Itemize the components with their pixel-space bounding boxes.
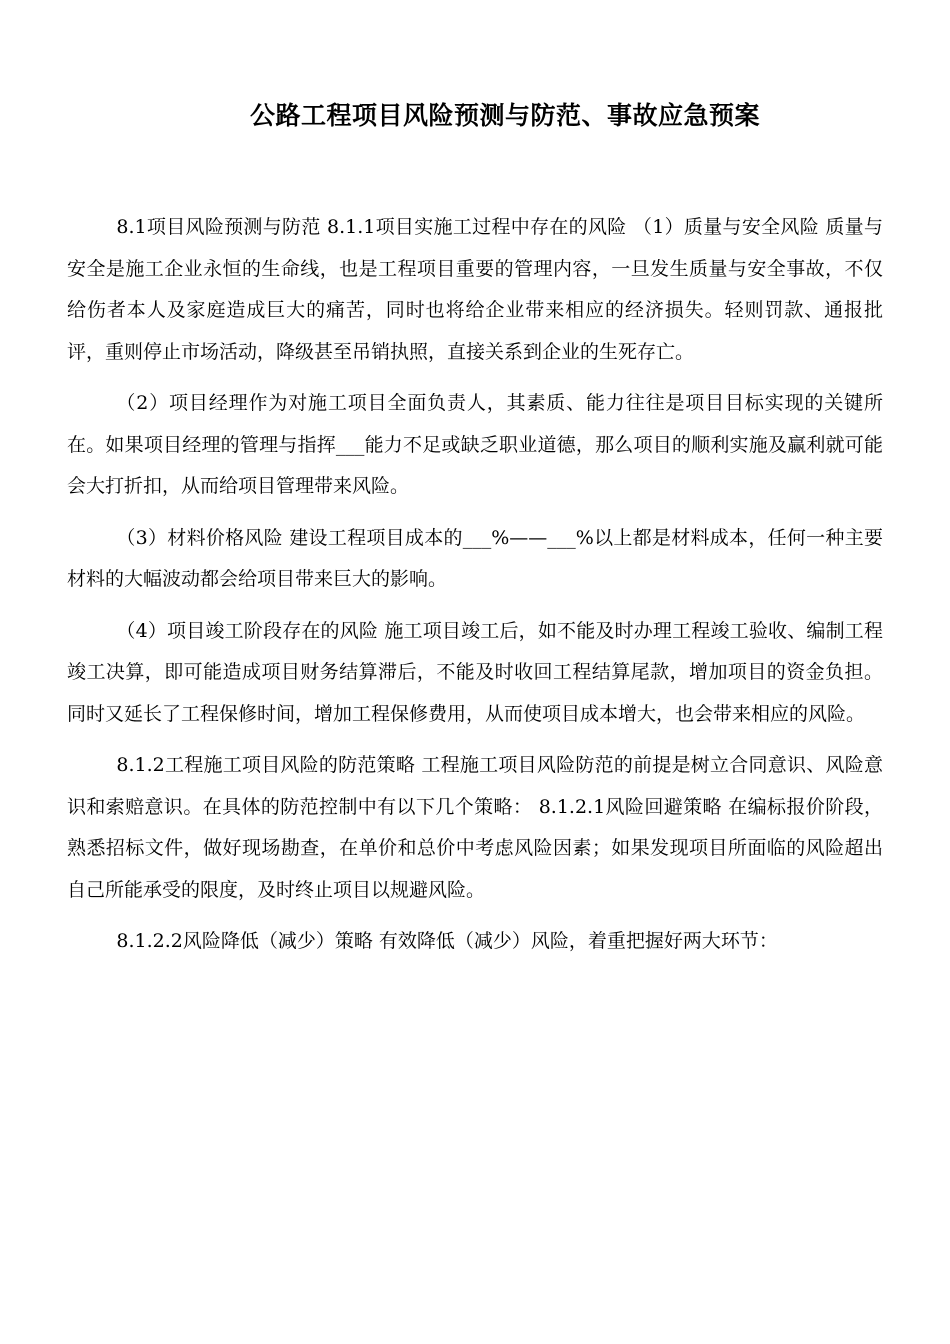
document-title: 公路工程项目风险预测与防范、事故应急预案 [249, 101, 760, 130]
paragraph-project-manager-risk: （2）项目经理作为对施工项目全面负责人，其素质、能力往往是项目目标实现的关键所在。如果项目经理的管理与指挥___能力不足或缺乏职业道德，那么项目的顺利实施及赢利就可能会大打折扣，从而给项目管理带来风险。 [67, 392, 883, 497]
paragraph-risk-reduction-strategy: 8.1.2.2风险降低（减少）策略 有效降低（减少）风险，着重把握好两大环节： [116, 930, 778, 952]
paragraph-quality-safety-risk: 8.1项目风险预测与防范 8.1.1项目实施工过程中存在的风险 （1）质量与安全风险 质量与安全是施工企业永恒的生命线，也是工程项目重要的管理内容，一旦发生质量与安全事故，不仅给伤者本人及家庭造成巨大的痛苦，同时也将给企业带来相应的经济损失。轻则罚款、通报批评，重则停止市场活动，降级甚至吊销执照，直接关系到企业的生死存亡。 [67, 216, 883, 363]
document-body [67, 207, 883, 973]
paragraph-prevention-strategies: 8.1.2工程施工项目风险的防范策略 工程施工项目风险防范的前提是树立合同意识、风险意识和索赔意识。在具体的防范控制中有以下几个策略： 8.1.2.1风险回避策略 在编标报价阶段，熟悉招标文件，做好现场勘查，在单价和总价中考虑风险因素；如果发现项目所面临的风险超出自己所能承受的限度，及时终止项目以规避风险。 [67, 754, 883, 901]
paragraph-completion-stage-risk: （4）项目竣工阶段存在的风险 施工项目竣工后，如不能及时办理工程竣工验收、编制工程竣工决算，即可能造成项目财务结算滞后，不能及时收回工程结算尾款，增加项目的资金负担。同时又延长了工程保修时间，增加工程保修费用，从而使项目成本增大，也会带来相应的风险。 [67, 619, 883, 725]
paragraph-material-price-risk: （3）材料价格风险 建设工程项目成本的___%——___%以上都是材料成本，任何一种主要材料的大幅波动都会给项目带来巨大的影响。 [67, 526, 883, 590]
